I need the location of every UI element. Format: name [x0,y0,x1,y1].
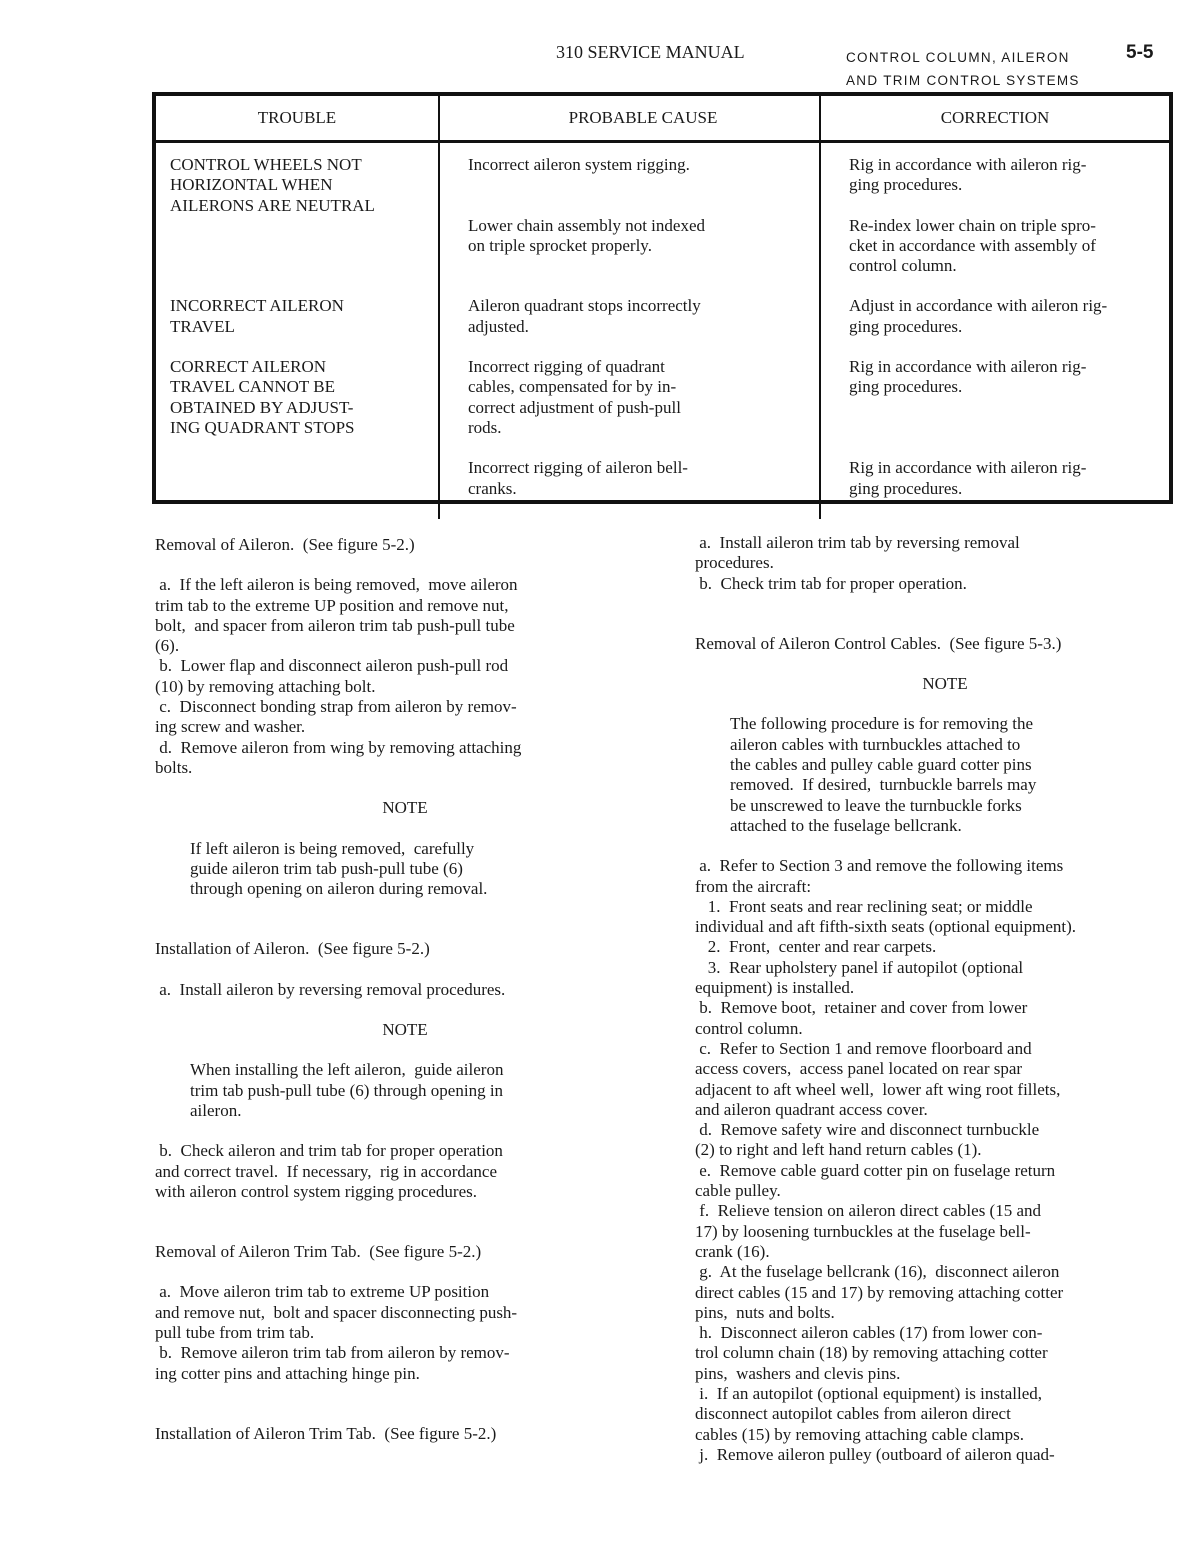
correction-line: ging procedures. [849,377,963,397]
procedure-step [695,1039,1195,1120]
text-line: NOTE [382,798,428,818]
correction-cell [820,458,1169,519]
column-header-trouble: TROUBLE [156,96,439,142]
text-line: NOTE [382,1020,428,1040]
correction-line: ging procedures. [849,478,963,498]
text-line: Removal of Aileron. (See figure 5-2.) [155,535,415,554]
column-header-probable-cause: PROBABLE CAUSE [439,96,820,142]
text-line: 3. Rear upholstery panel if autopilot (optional [695,957,1024,977]
text-line: bolt, and spacer from aileron trim tab push-pull tube [155,615,515,635]
text-line: 17) by loosening turnbuckles at the fuselage bell- [695,1221,1031,1241]
text-line: and correct travel. If necessary, rig in accordance [155,1161,498,1181]
section-title [846,46,1080,92]
procedure-step [695,1384,1195,1445]
text-line: Installation of Aileron. (See figure 5-2.) [155,939,430,959]
text-line: If left aileron is being removed, carefully [190,838,475,858]
note-label [695,674,1195,694]
right-column [695,533,1195,1465]
trouble-line: OBTAINED BY ADJUST- [170,397,354,417]
correction-line: Rig in accordance with aileron rig- [849,458,1087,478]
correction-cell [820,296,1169,357]
trouble-cell [156,357,439,519]
text-line: b. Lower flap and disconnect aileron push-pull rod [155,656,509,676]
text-line: bolts. [155,757,193,777]
correction-cell [820,216,1169,297]
procedure-step [695,1445,1195,1465]
procedure-step [155,1343,655,1384]
text-line: a. Install aileron by reversing removal procedures. [155,979,506,999]
text-line: 1. Front seats and rear reclining seat; or middle [695,896,1033,916]
cause-line: Incorrect aileron system rigging. [468,155,690,174]
text-line: b. Check aileron and trim tab for proper operation [155,1141,503,1161]
text-line: with aileron control system rigging procedures. [155,1181,477,1201]
correction-line: cket in accordance with assembly of [849,235,1096,255]
text-line: Removal of Aileron Trim Tab. (See figure 5-2.) [155,1242,482,1262]
text-line: cables (15) by removing attaching cable clamps. [695,1424,1025,1444]
text-line: d. Remove aileron from wing by removing attaching [155,737,522,757]
cause-line: cables, compensated for by in- [468,377,677,397]
cause-line: cranks. [468,478,517,498]
text-line: a. Move aileron trim tab to extreme UP position [155,1282,490,1302]
probable-cause-cell [439,357,820,458]
text-line: (6). [155,636,180,656]
probable-cause-cell [439,458,820,519]
trouble-cell [156,296,439,357]
cause-line: Aileron quadrant stops incorrectly [468,296,701,316]
section-title-line: CONTROL COLUMN, AILERON [846,50,1070,65]
text-line: f. Relieve tension on aileron direct cables (15 and [695,1201,1042,1221]
text-line: direct cables (15 and 17) by removing attaching cotter [695,1282,1064,1302]
cause-line: Lower chain assembly not indexed [468,215,705,235]
text-line: c. Refer to Section 1 and remove floorboard and [695,1038,1032,1058]
trouble-line: TRAVEL CANNOT BE [170,377,335,397]
text-line: guide aileron trim tab push-pull tube (6) [190,858,463,878]
procedure-step [695,574,1195,594]
text-line: from the aircraft: [695,876,812,896]
correction-line: Adjust in accordance with aileron rig- [849,296,1108,316]
trouble-cell [156,142,439,297]
text-line: When installing the left aileron, guide aileron [190,1060,504,1080]
text-line: equipment) is installed. [695,978,855,998]
text-line: pins, washers and clevis pins. [695,1363,901,1383]
trouble-line: INCORRECT AILERON [170,296,344,316]
procedure-step [695,1161,1195,1202]
text-line: NOTE [922,674,968,694]
cause-line: correct adjustment of push-pull [468,397,681,417]
column-header-correction: CORRECTION [820,96,1169,142]
text-line: b. Remove boot, retainer and cover from lower [695,998,1028,1018]
correction-cell [820,142,1169,216]
procedure-step [155,980,655,1000]
probable-cause-cell [439,142,820,216]
procedure-step [695,856,1195,897]
text-line: access covers, access panel located on rear spar [695,1059,1023,1079]
text-line: c. Disconnect bonding strap from aileron by remov- [155,697,517,717]
text-line: h. Disconnect aileron cables (17) from lower con- [695,1323,1043,1343]
text-line: pull tube from trim tab. [155,1323,315,1343]
manual-title: 310 SERVICE MANUAL [556,42,745,62]
text-line: a. If the left aileron is being removed, move aileron [155,575,518,595]
procedure-step [695,1323,1195,1384]
text-line: disconnect autopilot cables from aileron direct [695,1404,1011,1424]
section-heading [155,939,655,959]
correction-line: ging procedures. [849,175,963,195]
procedure-step [695,533,1195,574]
text-line: a. Install aileron trim tab by reversing removal [695,533,1020,552]
correction-line: Re-index lower chain on triple spro- [849,215,1096,235]
left-column [155,535,655,1464]
trouble-line: CORRECT AILERON [170,357,327,377]
text-line: j. Remove aileron pulley (outboard of aileron quad- [695,1444,1055,1464]
correction-line: control column. [849,256,957,276]
text-line: a. Refer to Section 3 and remove the following items [695,856,1064,876]
text-line: and aileron quadrant access cover. [695,1099,928,1119]
text-line: aileron cables with turnbuckles attached to [730,734,1021,754]
procedure-step [155,738,655,779]
procedure-step [155,1282,655,1343]
text-line: The following procedure is for removing the [730,714,1034,734]
table-row [156,296,1169,357]
trouble-line: HORIZONTAL WHEN [170,175,333,195]
section-heading [155,1424,655,1444]
text-line: d. Remove safety wire and disconnect turnbuckle [695,1120,1040,1140]
text-line: (10) by removing attaching bolt. [155,676,376,696]
cause-line: adjusted. [468,316,529,336]
text-line: procedures. [695,553,774,573]
text-line: Installation of Aileron Trim Tab. (See figure 5-2.) [155,1423,497,1443]
procedure-step [695,897,1195,938]
text-line: ing screw and washer. [155,717,306,737]
text-line: crank (16). [695,1241,770,1261]
note-text [155,1060,655,1121]
correction-line: Rig in accordance with aileron rig- [849,155,1087,174]
procedure-step [695,1201,1195,1262]
procedure-step [155,575,655,656]
correction-line: ging procedures. [849,316,963,336]
text-line: trol column chain (18) by removing attaching cotter [695,1343,1048,1363]
procedure-step [155,656,655,697]
cause-line: Incorrect rigging of aileron bell- [468,458,688,478]
text-line: removed. If desired, turnbuckle barrels may [730,775,1037,795]
text-line: the cables and pulley cable guard cotter pins [730,755,1032,775]
procedure-step [695,1120,1195,1161]
text-line: cable pulley. [695,1181,781,1201]
text-line: attached to the fuselage bellcrank. [730,815,962,835]
text-line: individual and aft fifth-sixth seats (optional equipment). [695,917,1076,937]
section-heading [155,535,655,555]
cause-line: rods. [468,417,502,437]
table-row [156,142,1169,216]
text-line: and remove nut, bolt and spacer disconnecting push- [155,1302,518,1322]
text-line: (2) to right and left hand return cables (1). [695,1140,982,1160]
probable-cause-cell [439,296,820,357]
note-text [155,839,655,900]
text-line: through opening on aileron during removal. [190,879,488,899]
procedure-step [695,958,1195,999]
section-heading [155,1242,655,1262]
section-title-line: AND TRIM CONTROL SYSTEMS [846,73,1080,88]
note-text [695,714,1195,836]
procedure-step [695,1262,1195,1323]
text-line: be unscrewed to leave the turnbuckle forks [730,795,1022,815]
note-label [155,1020,655,1040]
text-line: aileron. [190,1100,242,1120]
note-label [155,798,655,818]
probable-cause-cell [439,216,820,297]
procedure-step [695,998,1195,1039]
text-line: control column. [695,1018,803,1038]
troubleshooting-table [152,92,1173,504]
text-line: 2. Front, center and rear carpets. [695,937,937,957]
cause-line: Incorrect rigging of quadrant [468,357,665,377]
text-line: trim tab to the extreme UP position and remove nut, [155,595,509,615]
correction-cell [820,357,1169,458]
procedure-step [695,937,1195,957]
trouble-line: ING QUADRANT STOPS [170,417,355,437]
procedure-step [155,1141,655,1202]
text-line: pins, nuts and bolts. [695,1302,835,1322]
text-line: trim tab push-pull tube (6) through opening in [190,1080,504,1100]
trouble-line: TRAVEL [170,316,235,336]
text-line: e. Remove cable guard cotter pin on fuselage return [695,1160,1056,1180]
procedure-step [155,697,655,738]
text-line: b. Remove aileron trim tab from aileron by remov- [155,1343,510,1363]
section-heading [695,634,1195,654]
page-number: 5-5 [1126,42,1154,63]
cause-line: on triple sprocket properly. [468,235,652,255]
text-line: b. Check trim tab for proper operation. [695,573,967,593]
text-line: ing cotter pins and attaching hinge pin. [155,1363,420,1383]
text-line: Removal of Aileron Control Cables. (See figure 5-3.) [695,633,1062,653]
trouble-line: AILERONS ARE NEUTRAL [170,195,375,215]
text-line: adjacent to aft wheel well, lower aft wing root fillets, [695,1079,1061,1099]
correction-line: Rig in accordance with aileron rig- [849,357,1087,377]
text-line: i. If an autopilot (optional equipment) is installed, [695,1383,1043,1403]
trouble-line: CONTROL WHEELS NOT [170,155,362,174]
table-row [156,357,1169,458]
text-line: g. At the fuselage bellcrank (16), disconnect aileron [695,1262,1060,1282]
